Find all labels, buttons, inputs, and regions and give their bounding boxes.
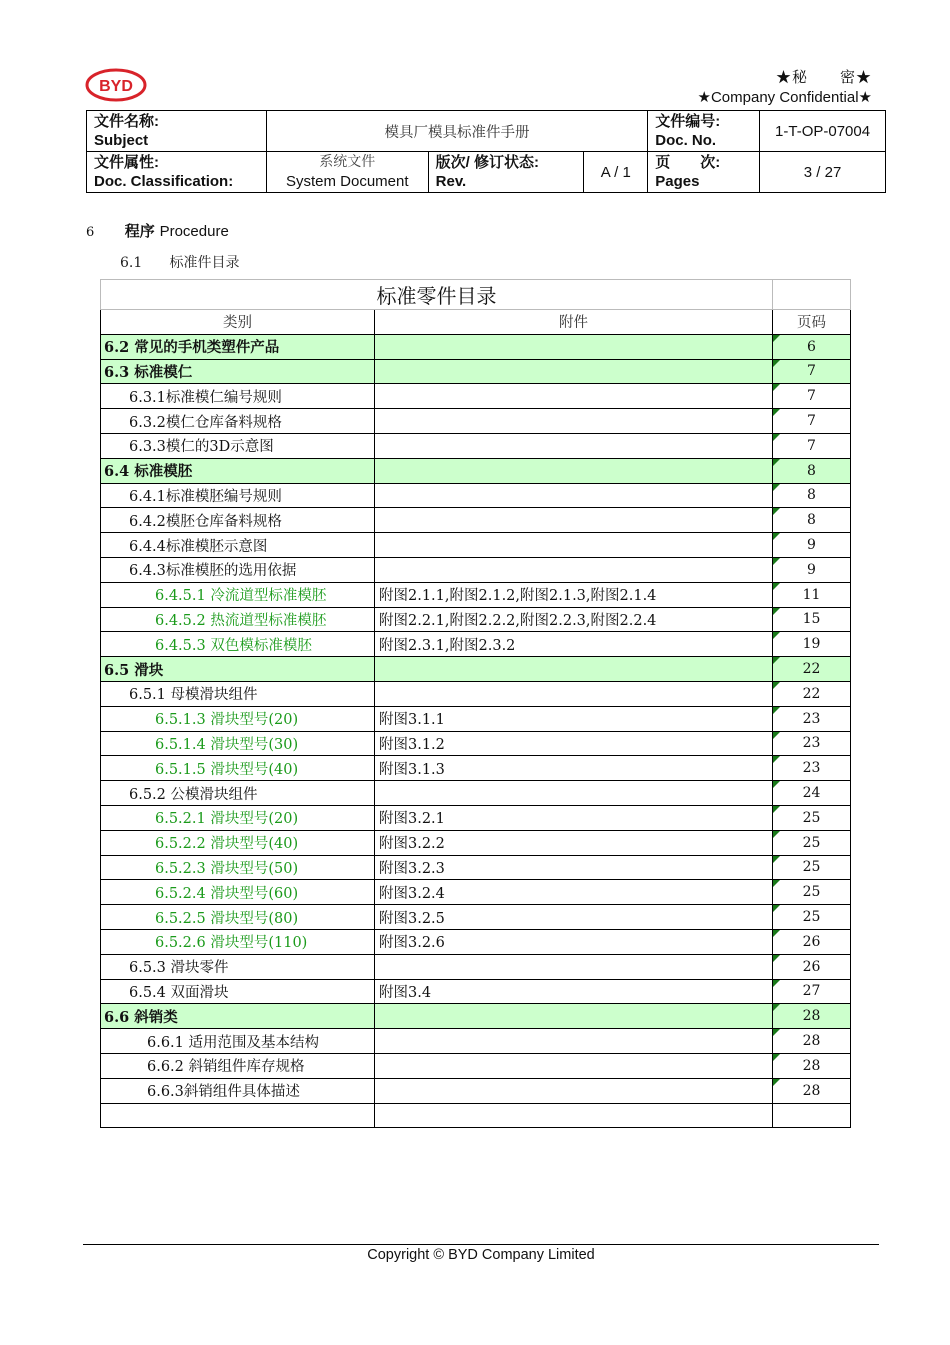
- hyperlink-marker-icon: [773, 533, 780, 540]
- hyperlink-marker-icon: [773, 732, 780, 739]
- catalog-row: [101, 905, 851, 930]
- catalog-page-number: 7: [807, 388, 816, 405]
- catalog-page-link[interactable]: [773, 855, 851, 880]
- catalog-page-number: 25: [802, 909, 821, 926]
- catalog-title-spacer: [773, 280, 851, 310]
- catalog-page-number: 19: [802, 636, 821, 653]
- catalog-attachment: 附图3.1.3: [375, 756, 773, 781]
- catalog-empty-cell: [773, 1103, 851, 1128]
- catalog-page-number: 28: [802, 1082, 821, 1099]
- catalog-attachment: [375, 359, 773, 384]
- catalog-row: [101, 1004, 851, 1029]
- catalog-page-number: 24: [802, 785, 821, 802]
- catalog-page-link[interactable]: [773, 1053, 851, 1078]
- catalog-empty-row: [101, 1103, 851, 1128]
- catalog-row: [101, 954, 851, 979]
- catalog-row: [101, 1029, 851, 1054]
- catalog-attachment: 附图3.2.2: [375, 830, 773, 855]
- catalog-page-link[interactable]: [773, 979, 851, 1004]
- catalog-category: 6.5.2.5 滑块型号(80): [101, 905, 375, 930]
- catalog-attachment: [375, 557, 773, 582]
- catalog-page-link[interactable]: [773, 1004, 851, 1029]
- subsection-title: 标准件目录: [169, 255, 240, 271]
- hyperlink-marker-icon: [773, 558, 780, 565]
- catalog-attachment: 附图3.1.1: [375, 706, 773, 731]
- catalog-page-number: 28: [802, 1033, 821, 1049]
- catalog-attachment: [375, 458, 773, 483]
- catalog-category: 6.5 滑块: [101, 657, 375, 682]
- catalog-category: 6.5.1.3 滑块型号(20): [101, 706, 375, 731]
- catalog-attachment: [375, 409, 773, 434]
- catalog-attachment: 附图3.1.2: [375, 731, 773, 756]
- catalog-category: 6.4.1标准模胚编号规则: [101, 483, 375, 508]
- catalog-attachment: 附图3.2.4: [375, 880, 773, 905]
- catalog-page-link[interactable]: [773, 1078, 851, 1103]
- pages-value: 3 / 27: [760, 152, 886, 193]
- catalog-page-link[interactable]: [773, 706, 851, 731]
- catalog-category: 6.4.5.2 热流道型标准模胚: [101, 607, 375, 632]
- catalog-page-number: 11: [802, 586, 821, 603]
- catalog-attachment: 附图3.4: [375, 979, 773, 1004]
- catalog-attachment: [375, 433, 773, 458]
- catalog-page-link[interactable]: [773, 409, 851, 434]
- catalog-category: 6.4.4标准模胚示意图: [101, 533, 375, 558]
- subject-label: 文件名称: Subject: [87, 111, 267, 152]
- catalog-row: [101, 756, 851, 781]
- catalog-page-number: 23: [802, 710, 821, 727]
- catalog-category: 6.3 标准模仁: [101, 359, 375, 384]
- catalog-row: [101, 433, 851, 458]
- hyperlink-marker-icon: [773, 1079, 780, 1086]
- catalog-row: [101, 632, 851, 657]
- catalog-attachment: 附图3.2.1: [375, 805, 773, 830]
- revision-label: 版次/ 修订状态: Rev.: [428, 152, 584, 193]
- hyperlink-marker-icon: [773, 335, 780, 342]
- catalog-page-number: 25: [802, 884, 821, 901]
- footer-rule: [83, 1244, 879, 1245]
- catalog-row: [101, 1078, 851, 1103]
- hyperlink-marker-icon: [773, 781, 780, 788]
- catalog-category: 6.3.1标准模仁编号规则: [101, 384, 375, 409]
- confidential-en: ★Company Confidential★: [697, 89, 872, 106]
- catalog-page-number: 25: [802, 809, 821, 826]
- classification-label: 文件属性: Doc. Classification:: [87, 152, 267, 193]
- catalog-category: 6.5.2.4 滑块型号(60): [101, 880, 375, 905]
- catalog-attachment: [375, 657, 773, 682]
- catalog-page-link[interactable]: [773, 607, 851, 632]
- catalog-row: [101, 359, 851, 384]
- catalog-category: 6.5.1.5 滑块型号(40): [101, 756, 375, 781]
- hyperlink-marker-icon: [773, 608, 780, 615]
- hyperlink-marker-icon: [773, 632, 780, 639]
- svg-text:BYD: BYD: [99, 78, 133, 95]
- catalog-row: [101, 731, 851, 756]
- catalog-row: [101, 929, 851, 954]
- catalog-attachment: 附图2.2.1,附图2.2.2,附图2.2.3,附图2.2.4: [375, 607, 773, 632]
- catalog-row: [101, 1053, 851, 1078]
- catalog-page-number: 9: [807, 561, 816, 578]
- catalog-page-number: 7: [807, 363, 816, 380]
- hyperlink-marker-icon: [773, 1029, 780, 1036]
- section-title-cn: 程序: [124, 222, 155, 240]
- catalog-attachment: [375, 1029, 773, 1054]
- catalog-attachment: [375, 533, 773, 558]
- catalog-category: 6.6.2 斜销组件库存规格: [101, 1053, 375, 1078]
- revision-value: A / 1: [584, 152, 648, 193]
- catalog-row: [101, 384, 851, 409]
- catalog-category: 6.5.1 母模滑块组件: [101, 681, 375, 706]
- catalog-page-link[interactable]: [773, 756, 851, 781]
- catalog-row: [101, 533, 851, 558]
- catalog-page-link[interactable]: [773, 483, 851, 508]
- catalog-page-link[interactable]: [773, 359, 851, 384]
- catalog-row: [101, 830, 851, 855]
- subject-value: 模具厂模具标准件手册: [266, 111, 647, 152]
- catalog-row: [101, 334, 851, 359]
- catalog-page-number: 9: [807, 537, 816, 554]
- catalog-attachment: [375, 781, 773, 806]
- catalog-page-link[interactable]: [773, 508, 851, 533]
- catalog-page-number: 6: [807, 338, 816, 355]
- catalog-page-link[interactable]: [773, 781, 851, 806]
- catalog-page-link[interactable]: [773, 731, 851, 756]
- catalog-category: 6.4.5.3 双色模标准模胚: [101, 632, 375, 657]
- hyperlink-marker-icon: [773, 434, 780, 441]
- catalog-page-number: 27: [802, 983, 821, 1000]
- catalog-category: 6.4.3标准模胚的选用依据: [101, 557, 375, 582]
- catalog-category: 6.3.3模仁的3D示意图: [101, 433, 375, 458]
- catalog-page-number: 23: [802, 760, 821, 777]
- catalog-category: 6.2 常见的手机类塑件产品: [101, 334, 375, 359]
- catalog-row: [101, 483, 851, 508]
- hyperlink-marker-icon: [773, 905, 780, 912]
- byd-logo: [85, 68, 147, 102]
- catalog-row: [101, 657, 851, 682]
- catalog-row: [101, 508, 851, 533]
- hyperlink-marker-icon: [773, 459, 780, 466]
- col-header-category: 类别: [101, 310, 375, 335]
- catalog-attachment: [375, 384, 773, 409]
- classification-value: 系统文件 System Document: [266, 152, 428, 193]
- confidential-cn: ★秘 密★: [775, 69, 872, 86]
- catalog-attachment: 附图2.3.1,附图2.3.2: [375, 632, 773, 657]
- catalog-page-link[interactable]: [773, 830, 851, 855]
- catalog-category: 6.5.1.4 滑块型号(30): [101, 731, 375, 756]
- catalog-page-number: 8: [807, 462, 816, 479]
- catalog-row: [101, 979, 851, 1004]
- catalog-page-link[interactable]: [773, 805, 851, 830]
- catalog-page-number: 28: [802, 1008, 821, 1025]
- catalog-row: [101, 781, 851, 806]
- hyperlink-marker-icon: [773, 508, 780, 515]
- footer-copyright: Copyright © BYD Company Limited: [367, 1247, 595, 1263]
- catalog-row: [101, 681, 851, 706]
- catalog-empty-cell: [101, 1103, 375, 1128]
- confidential-mark: [698, 68, 872, 108]
- catalog-category: 6.5.2.3 滑块型号(50): [101, 855, 375, 880]
- catalog-category: 6.6.3斜销组件具体描述: [101, 1078, 375, 1103]
- catalog-row: [101, 805, 851, 830]
- catalog-page-link[interactable]: [773, 954, 851, 979]
- catalog-attachment: [375, 334, 773, 359]
- doc-no-label: 文件编号: Doc. No.: [648, 111, 760, 152]
- hyperlink-marker-icon: [773, 955, 780, 962]
- hyperlink-marker-icon: [773, 806, 780, 813]
- catalog-page-link[interactable]: [773, 433, 851, 458]
- catalog-page-link[interactable]: [773, 334, 851, 359]
- standard-parts-catalog: [100, 279, 851, 1128]
- catalog-category: 6.4.5.1 冷流道型标准模胚: [101, 582, 375, 607]
- catalog-category: 6.4 标准模胚: [101, 458, 375, 483]
- catalog-page-link[interactable]: [773, 905, 851, 930]
- catalog-category: 6.5.2 公模滑块组件: [101, 781, 375, 806]
- section-heading: [86, 220, 229, 241]
- catalog-attachment: [375, 1078, 773, 1103]
- catalog-page-number: 8: [807, 487, 816, 504]
- catalog-page-link[interactable]: [773, 582, 851, 607]
- catalog-page-link[interactable]: [773, 681, 851, 706]
- hyperlink-marker-icon: [773, 831, 780, 838]
- catalog-attachment: [375, 681, 773, 706]
- hyperlink-marker-icon: [773, 856, 780, 863]
- hyperlink-marker-icon: [773, 583, 780, 590]
- doc-no-value: 1-T-OP-07004: [760, 111, 886, 152]
- col-header-attachment: 附件: [375, 310, 773, 335]
- catalog-page-link[interactable]: [773, 458, 851, 483]
- subsection-heading: [120, 252, 239, 272]
- section-title-en: Procedure: [159, 223, 229, 240]
- hyperlink-marker-icon: [773, 1004, 780, 1011]
- catalog-page-link[interactable]: [773, 880, 851, 905]
- hyperlink-marker-icon: [773, 1054, 780, 1061]
- catalog-page-number: 15: [802, 611, 821, 628]
- catalog-attachment: [375, 954, 773, 979]
- hyperlink-marker-icon: [773, 930, 780, 937]
- hyperlink-marker-icon: [773, 880, 780, 887]
- catalog-attachment: 附图3.2.6: [375, 929, 773, 954]
- catalog-page-link[interactable]: [773, 1029, 851, 1054]
- catalog-attachment: [375, 483, 773, 508]
- catalog-page-number: 23: [802, 735, 821, 752]
- pages-label: 页 次: Pages: [648, 152, 760, 193]
- hyperlink-marker-icon: [773, 756, 780, 763]
- catalog-row: [101, 880, 851, 905]
- catalog-page-number: 25: [802, 859, 821, 876]
- subsection-number: 6.1: [120, 255, 143, 271]
- catalog-page-number: 28: [802, 1057, 821, 1074]
- catalog-category: 6.5.2.1 滑块型号(20): [101, 805, 375, 830]
- hyperlink-marker-icon: [773, 657, 780, 664]
- hyperlink-marker-icon: [773, 384, 780, 391]
- catalog-row: [101, 582, 851, 607]
- catalog-row: [101, 409, 851, 434]
- catalog-category: 6.5.2.2 滑块型号(40): [101, 830, 375, 855]
- catalog-page-link[interactable]: [773, 533, 851, 558]
- catalog-page-number: 7: [807, 437, 816, 454]
- catalog-attachment: 附图3.2.3: [375, 855, 773, 880]
- catalog-page-number: 26: [802, 933, 821, 950]
- hyperlink-marker-icon: [773, 707, 780, 714]
- catalog-page-link[interactable]: [773, 657, 851, 682]
- hyperlink-marker-icon: [773, 360, 780, 367]
- catalog-page-number: 26: [802, 958, 821, 975]
- document-header-table: [86, 110, 886, 193]
- catalog-attachment: [375, 1053, 773, 1078]
- catalog-category: 6.5.4 双面滑块: [101, 979, 375, 1004]
- catalog-row: [101, 706, 851, 731]
- hyperlink-marker-icon: [773, 980, 780, 987]
- catalog-page-link[interactable]: [773, 384, 851, 409]
- catalog-page-link[interactable]: [773, 632, 851, 657]
- catalog-page-number: 25: [802, 834, 821, 851]
- catalog-empty-cell: [375, 1103, 773, 1128]
- catalog-category: 6.5.2.6 滑块型号(110): [101, 929, 375, 954]
- catalog-attachment: 附图3.2.5: [375, 905, 773, 930]
- catalog-category: 6.3.2模仁仓库备料规格: [101, 409, 375, 434]
- catalog-category: 6.6.1 适用范围及基本结构: [101, 1029, 375, 1054]
- catalog-attachment: 附图2.1.1,附图2.1.2,附图2.1.3,附图2.1.4: [375, 582, 773, 607]
- hyperlink-marker-icon: [773, 409, 780, 416]
- catalog-category: 6.6 斜销类: [101, 1004, 375, 1029]
- catalog-page-link[interactable]: [773, 557, 851, 582]
- catalog-page-number: 7: [807, 413, 816, 430]
- catalog-row: [101, 557, 851, 582]
- catalog-page-number: 8: [807, 512, 816, 529]
- catalog-row: [101, 855, 851, 880]
- catalog-page-link[interactable]: [773, 929, 851, 954]
- catalog-attachment: [375, 1004, 773, 1029]
- catalog-attachment: [375, 508, 773, 533]
- catalog-row: [101, 458, 851, 483]
- catalog-category: 6.4.2模胚仓库备料规格: [101, 508, 375, 533]
- catalog-page-number: 22: [802, 661, 821, 678]
- hyperlink-marker-icon: [773, 682, 780, 689]
- catalog-page-number: 22: [802, 685, 821, 702]
- catalog-category: 6.5.3 滑块零件: [101, 954, 375, 979]
- catalog-row: [101, 607, 851, 632]
- hyperlink-marker-icon: [773, 484, 780, 491]
- catalog-title: 标准零件目录: [101, 280, 773, 310]
- section-number: 6: [86, 225, 95, 240]
- col-header-page: 页码: [773, 310, 851, 335]
